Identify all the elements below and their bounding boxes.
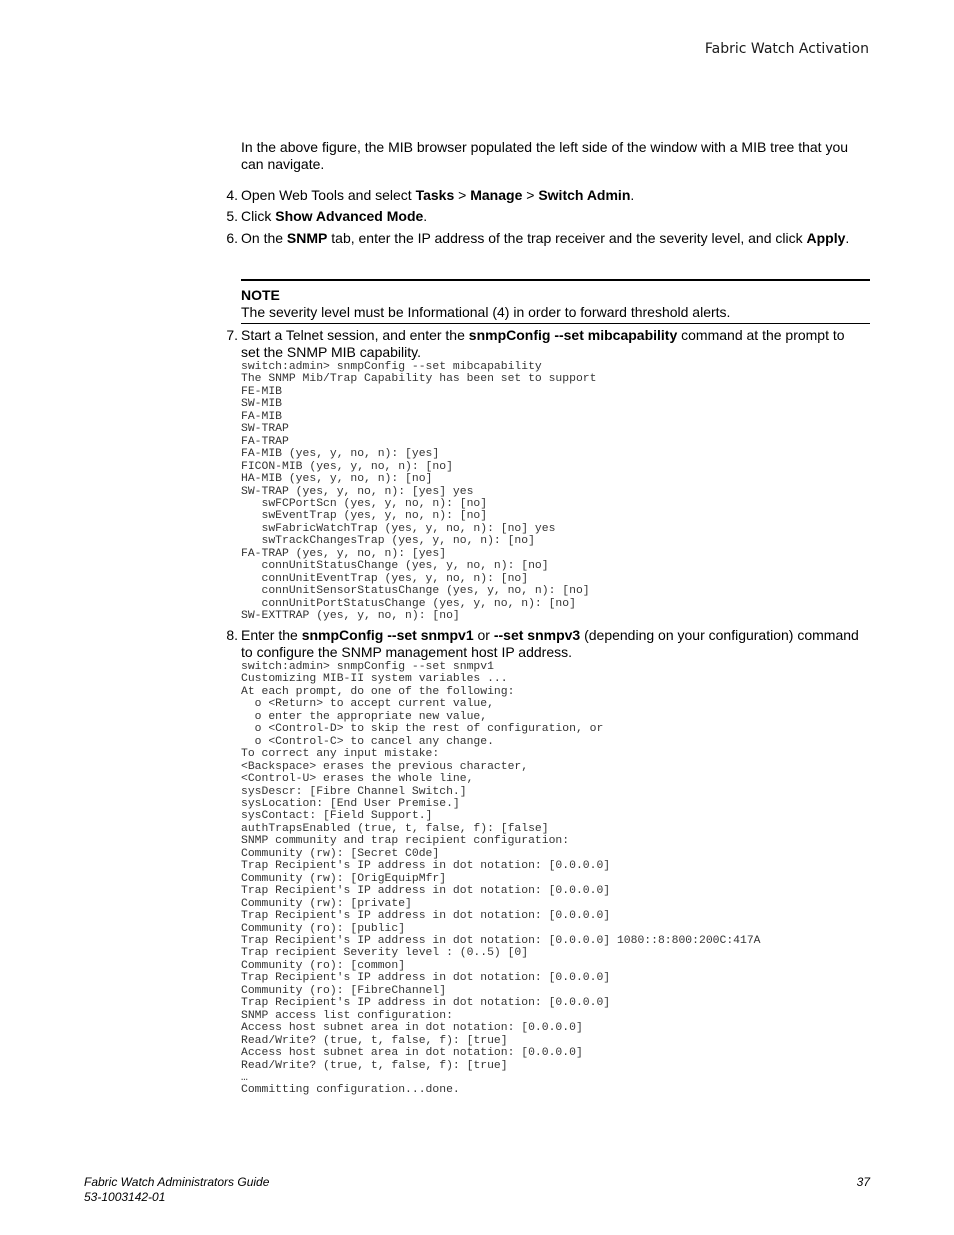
snmp-tab-name: SNMP [286, 230, 328, 246]
step-text: command at the prompt to set the SNMP MIB capability. [241, 327, 845, 360]
note-label: NOTE [241, 287, 280, 303]
menu-tasks: Tasks [415, 187, 455, 203]
apply-label: Apply [806, 230, 846, 246]
code-block-mibcapability: switch:admin> snmpConfig --set mibcapability The SNMP Mib/Trap Capability has been set to support FE-MIB SW-MIB FA-MIB SW-TRAP FA-TRAP FA-MIB (yes, y, no, n): [yes] FICON-MIB (yes, y, no, n): [no] HA-MIB (yes, y, no, n): [no] SW-TRAP (yes, y, no, n): [yes] yes swFCPortScn (yes, y, no, n): [no] swEventTrap (yes, y, no, n): [no] swFabricWatchTrap (yes, y, no, n): [no] yes swTrackChangesTrap (yes, y, no, n): [no] FA-TRAP (yes, y, no, n): [yes] connUnitStatusChange (yes, y, no, n): [no] connUnitEventTrap (yes, y, no, n): [no] connUnitSensorStatusChange (yes, y, no, n): [no] connUnitPortStatusChange (yes, y, no, n): [no] SW-EXTTRAP (yes, y, no, n): [no] [241, 361, 597, 623]
menu-separator: > [454, 187, 471, 203]
step-7 [220, 327, 865, 361]
step-number: 5. [226, 208, 238, 224]
step-end: . [423, 208, 428, 224]
footer-doc-number: 53-1003142-01 [84, 1190, 166, 1204]
step-6 [220, 230, 865, 247]
command-name: --set snmpv3 [493, 627, 581, 643]
step-number: 7. [226, 327, 238, 343]
show-advanced-mode: Show Advanced Mode [275, 208, 424, 224]
step-8 [220, 627, 865, 661]
note-text: The severity level must be Informational (4) in order to forward threshold alerts. [241, 304, 731, 320]
running-header-title: Fabric Watch Activation [704, 41, 869, 57]
footer-guide-title: Fabric Watch Administrators Guide [84, 1175, 270, 1189]
step-body [241, 327, 865, 361]
step-text: Start a Telnet session, and enter the [241, 327, 469, 343]
step-4 [220, 187, 865, 204]
code-block-snmpv1: switch:admin> snmpConfig --set snmpv1 Customizing MIB-II system variables ... At each prompt, do one of the following: o <Return> to accept current value, o enter the appropriate new value, o <Control-D> to skip the rest of configuration, or o <Control-C> to cancel any change. To correct any input mistake: <Backspace> erases the previous character, <Control-U> erases the whole line, sysDescr: [Fibre Channel Switch.] sysLocation: [End User Premise.] sysContact: [Field Support.] authTrapsEnabled (true, t, false, f): [false] SNMP community and trap recipient configuration: Community (rw): [Secret C0de] Trap Recipient's IP address in dot notation: [0.0.0.0] Community (rw): [OrigEquipMfr] Trap Recipient's IP address in dot notation: [0.0.0.0] Community (rw): [private] Trap Recipient's IP address in dot notation: [0.0.0.0] Community (ro): [public] Trap Recipient's IP address in dot notation: [0.0.0.0] 1080::8:800:200C:417A Trap recipient Severity level : (0..5) [0] Community (ro): [common] Trap Recipient's IP address in dot notation: [0.0.0.0] Community (ro): [FibreChannel] Trap Recipient's IP address in dot notation: [0.0.0.0] SNMP access list configuration: Access host subnet area in dot notation: [0.0.0.0] Read/Write? (true, t, false, f): [true] Access host subnet area in dot notation: [0.0.0.0] Read/Write? (true, t, false, f): [true] … Committing configuration...done. [241, 661, 761, 1097]
step-5 [220, 208, 865, 225]
step-body [241, 187, 865, 204]
step-number: 4. [226, 187, 238, 203]
command-name: snmpConfig --set mibcapability [468, 327, 678, 343]
step-body [241, 230, 865, 247]
step-text: Open Web Tools and select [241, 187, 416, 203]
step-text: On the [241, 230, 287, 246]
page-number: 37 [856, 1175, 870, 1189]
step-text: Enter the [241, 627, 302, 643]
intro-paragraph: In the above figure, the MIB browser populated the left side of the window with a MIB tree that you can navigate. [241, 139, 849, 172]
step-body [241, 208, 865, 225]
step-body [241, 627, 865, 661]
step-end: . [630, 187, 635, 203]
step-end: . [845, 230, 850, 246]
step-number: 8. [226, 627, 238, 643]
step-number: 6. [226, 230, 238, 246]
command-name: snmpConfig --set snmpv1 [301, 627, 474, 643]
footer-left [84, 1175, 269, 1205]
step-text: (depending on your configuration) command to configure the SNMP management host IP address. [241, 627, 859, 660]
step-text: Click [241, 208, 276, 224]
menu-switch-admin: Switch Admin [538, 187, 631, 203]
menu-separator: > [522, 187, 539, 203]
note-box [241, 279, 870, 324]
menu-manage: Manage [470, 187, 523, 203]
step-text: tab, enter the IP address of the trap receiver and the severity level, and click [327, 230, 807, 246]
step-text: or [473, 627, 494, 643]
